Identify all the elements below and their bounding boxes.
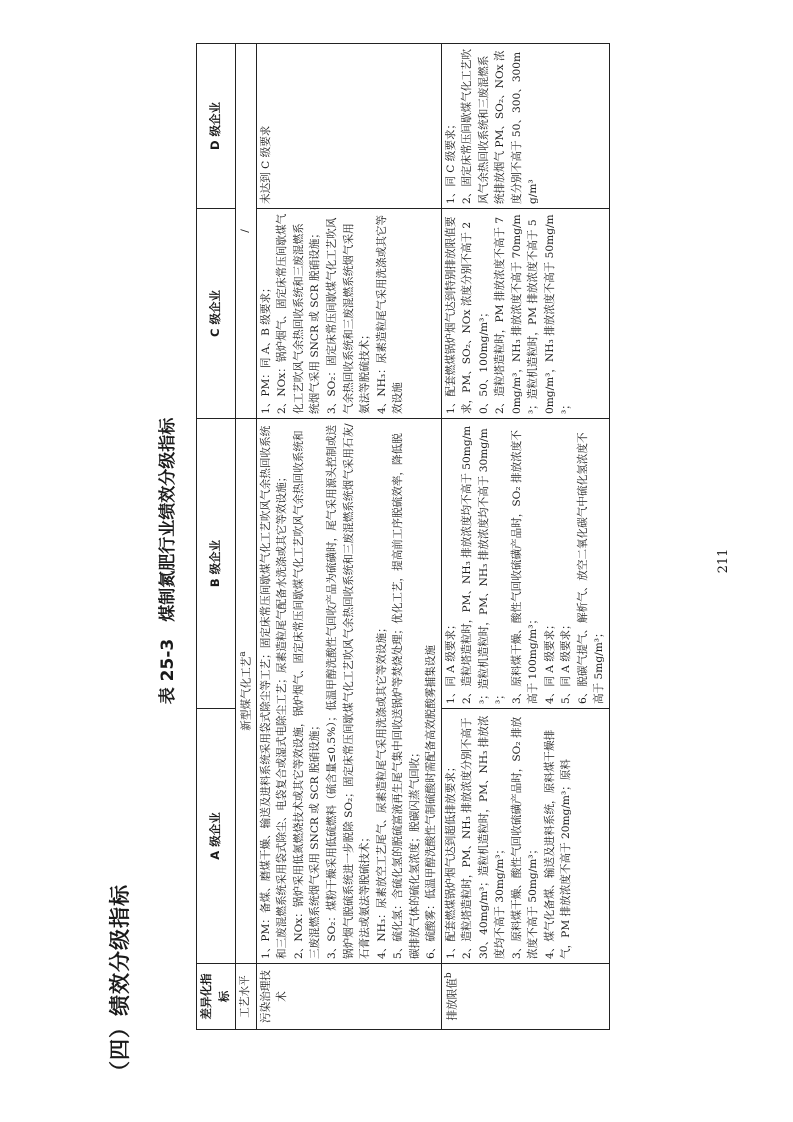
emission-limits-a	[441, 709, 609, 964]
pollution-control-label: 污染治理技术	[256, 964, 441, 1030]
process-level-ab-text: 新型煤气化工艺	[240, 656, 253, 731]
emission-b-item-2: 2、造粒塔造粒时，PM、NH₃ 排放浓度均不高于 50mg/m³；造粒机造粒时，PM、NH₃ 排放浓度均不高于 30mg/m³；	[461, 425, 507, 704]
process-level-ab	[235, 419, 256, 964]
emission-b-item-6: 6、脱碳气提气、解析气、放空二氧化碳气中硫化氢浓度不高于 5mg/m³；	[576, 432, 606, 704]
emission-d-item-1: 1、同 C 级要求；	[444, 118, 457, 204]
performance-grading-table	[196, 43, 610, 1030]
emission-a-item-4: 4、煤气化备煤、输送及进料系统，原料煤干燥排气，PM 排放浓度不高于 20mg/m³；原料	[543, 729, 573, 959]
emission-d-item-2: 2、固定床常压间歇煤气化工艺吹风气余热回收系统和三废混燃系统排放烟气 PM、SO₂、NOx 浓度分别不高于 50、300、300mg/m³	[461, 48, 540, 204]
header-grade-a: A 级企业	[197, 709, 236, 964]
emission-limits-d	[441, 44, 609, 209]
emission-c-item-2: 2、造粒塔造粒时，PM 排放浓度不高于 70mg/m³，NH₃ 排放浓度不高于 70mg/m³；造粒机造粒时，PM 排放浓度不高于 50mg/m³，NH₃ 排放浓度不高于 50mg/m³；	[494, 214, 573, 414]
pollution-ab-item-3: 3、SO₂：煤粉干燥采用低硫燃料（硫含量≤0.5%）；低温甲醇洗酸性气回收产品为硫磺时，尾气采用源头控制或送锅炉烟气脱硫系统进一步脱除 SO₂；固定床常压间歇煤气化工艺吹风气余热回收系统和三废混燃系统烟气采用石灰/石膏法或氨法等脱硫技术；	[325, 423, 372, 959]
emission-limits-b	[441, 419, 609, 709]
process-level-label: 工艺水平	[235, 964, 256, 1030]
pollution-c-item-3: 3、SO₂：固定床常压间歇煤气化工艺吹风气余热回收系统和三废混燃系统烟气采用氨法等脱硫技术；	[325, 217, 372, 414]
emission-limits-label	[441, 964, 609, 1030]
pollution-ab-item-4: 4、NH₃：尿素放空工艺尾气、尿素造粒尾气采用洗涤或其它等效设施；	[375, 622, 388, 959]
emission-limits-label-text: 排放限值	[446, 978, 459, 1021]
process-level-cd: /	[235, 44, 256, 419]
table-header-row	[197, 44, 236, 1030]
pollution-control-ab	[256, 419, 441, 964]
pollution-c-item-1: 1、PM：同 A、B 级要求；	[259, 282, 272, 414]
footnote-a-marker: a	[237, 651, 248, 657]
emission-c-item-1: 1、配套燃煤锅炉烟气达到特别排放限值要求，PM、SO₂、NOx 浓度分别不高于 20、50、100mg/m³；	[444, 216, 490, 414]
pollution-ab-item-2: 2、NOx：锅炉采用低氮燃烧技术或其它等效设施，锅炉烟气、固定床常压间歇煤气化工艺吹风气余热回收系统和三废混燃系统烟气采用 SNCR 或 SCR 脱硝设施；	[292, 430, 322, 959]
header-grade-c: C 级企业	[197, 209, 236, 419]
pollution-ab-item-1: 1、PM：备煤、磨煤干燥、输送及进料系统采用袋式除尘等工艺；固定床常压间歇煤气化工艺吹风气余热回收系统和三废混燃系统采用袋式除尘、电袋复合或湿式电除尘工艺；尿素造粒尾气配备水洗涤或其它等效设施；	[259, 425, 289, 959]
emission-limits-c	[441, 209, 609, 419]
table-title: 表 25-3 煤制氮肥行业绩效分级指标	[158, 417, 178, 705]
header-indicator: 差异化指标	[197, 964, 236, 1030]
pollution-ab-item-6: 6、硫酸雾：低温甲醇洗酸性气制硫酸时需配备高效脱酸雾捕集设施	[425, 645, 438, 959]
pollution-c-item-4: 4、NH₃：尿素造粒尾气采用洗涤或其它等效设施	[375, 215, 405, 414]
row-process-level	[235, 44, 256, 1030]
emission-b-item-1: 1、同 A 级要求；	[444, 619, 457, 704]
page-number: 211	[716, 548, 731, 574]
row-emission-limits	[441, 44, 609, 1030]
footnote-b-marker: b	[443, 972, 454, 979]
header-grade-d: D 级企业	[197, 44, 236, 209]
header-grade-b: B 级企业	[197, 419, 236, 709]
pollution-ab-item-5: 5、硫化氢：含硫化氢的脱硫富液再生尾气集中回收送锅炉等焚烧处理；优化工艺，提高前工序脱硫效率，降低脱碳排放气体的硫化氢浓度；脱碳闪蒸气回收；	[392, 433, 421, 959]
emission-a-item-1: 1、配套燃煤锅炉烟气达到超低排放要求；	[444, 761, 457, 959]
emission-b-item-3: 3、原料煤干燥、酸性气回收硫磺产品时，SO₂ 排放浓度不高于 100mg/m³；	[510, 430, 540, 704]
pollution-control-d: 未达到 C 级要求	[256, 44, 441, 209]
pollution-c-item-2: 2、NOx：锅炉烟气、固定床常压间歇煤气化工艺吹风气余热回收系统和三废混燃系统烟气采用 SNCR 或 SCR 脱硝设施；	[276, 213, 322, 414]
emission-b-item-4: 4、同 A 级要求；	[543, 619, 556, 704]
emission-b-item-5: 5、同 A 级要求；	[560, 619, 573, 704]
emission-a-item-3: 3、原料煤干燥、酸性气回收硫磺产品时，SO₂ 排放浓度不高于 50mg/m³；	[510, 716, 540, 959]
emission-a-item-2: 2、造粒塔造粒时，PM、NH₃ 排放浓度分别不高于 30、40mg/m³；造粒机造粒时，PM、NH₃ 排放浓度均不高于 30mg/m³；	[461, 715, 507, 959]
section-heading: （四）绩效分级指标	[108, 884, 132, 1082]
pollution-control-c	[256, 209, 441, 419]
row-pollution-control	[256, 44, 441, 1030]
